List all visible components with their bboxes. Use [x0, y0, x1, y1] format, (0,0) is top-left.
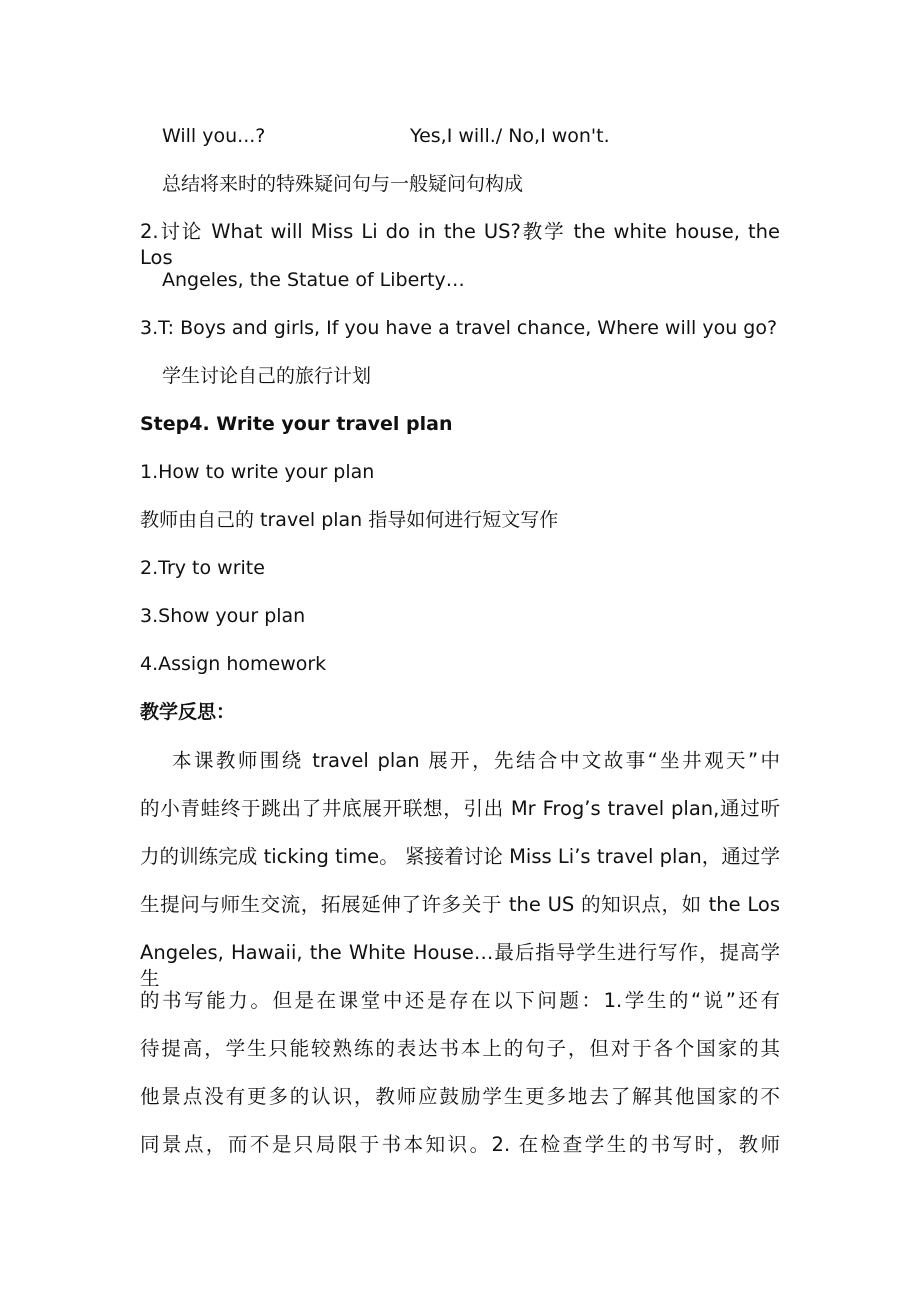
reflection-line: 生提问与师生交流，拓展延伸了许多关于 the US 的知识点，如 the Los: [140, 893, 780, 916]
step4-item-3: 3.Show your plan: [140, 605, 306, 627]
reflection-line: 的小青蛙终于跳出了井底展开联想，引出 Mr Frog’s travel plan,通过听: [140, 797, 780, 820]
summary-text: 总结将来时的特殊疑问句与一般疑问句构成: [162, 173, 524, 195]
item-3: 3.T: Boys and girls, If you have a travel chance, Where will you go?: [140, 317, 778, 339]
answer-form: Yes,I will./ No,I won't.: [410, 125, 610, 147]
step4-item-4: 4.Assign homework: [140, 653, 327, 675]
reflection-heading: 教学反思：: [140, 701, 236, 723]
reflection-line: 力的训练完成 ticking time。 紧接着讨论 Miss Li’s travel plan，通过学: [140, 845, 780, 868]
step4-heading: Step4. Write your travel plan: [140, 413, 453, 435]
step4-item-1-note: 教师由自己的 travel plan 指导如何进行短文写作: [140, 509, 559, 531]
step4-item-2: 2.Try to write: [140, 557, 265, 579]
reflection-line: 待提高，学生只能较熟练的表达书本上的句子，但对于各个国家的其: [140, 1037, 780, 1060]
reflection-line: 的书写能力。但是在课堂中还是存在以下问题：1.学生的“说”还有: [140, 989, 780, 1012]
item-3-sub: 学生讨论自己的旅行计划: [162, 365, 372, 387]
reflection-line: 他景点没有更多的认识，教师应鼓励学生更多地去了解其他国家的不: [140, 1085, 780, 1108]
reflection-line: Angeles, Hawaii, the White House…最后指导学生进行写作，提高学生: [140, 941, 780, 990]
reflection-line: 本课教师围绕 travel plan 展开，先结合中文故事“坐井观天”中: [172, 749, 780, 772]
item-2-line-2: Angeles, the Statue of Liberty…: [162, 269, 465, 291]
question-form: Will you...?: [162, 125, 266, 147]
reflection-line: 同景点，而不是只局限于书本知识。2. 在检查学生的书写时，教师: [140, 1133, 780, 1156]
step4-item-1: 1.How to write your plan: [140, 461, 375, 483]
item-2-line-1: 2.讨论 What will Miss Li do in the US?教学 the white house, the Los: [140, 220, 780, 269]
